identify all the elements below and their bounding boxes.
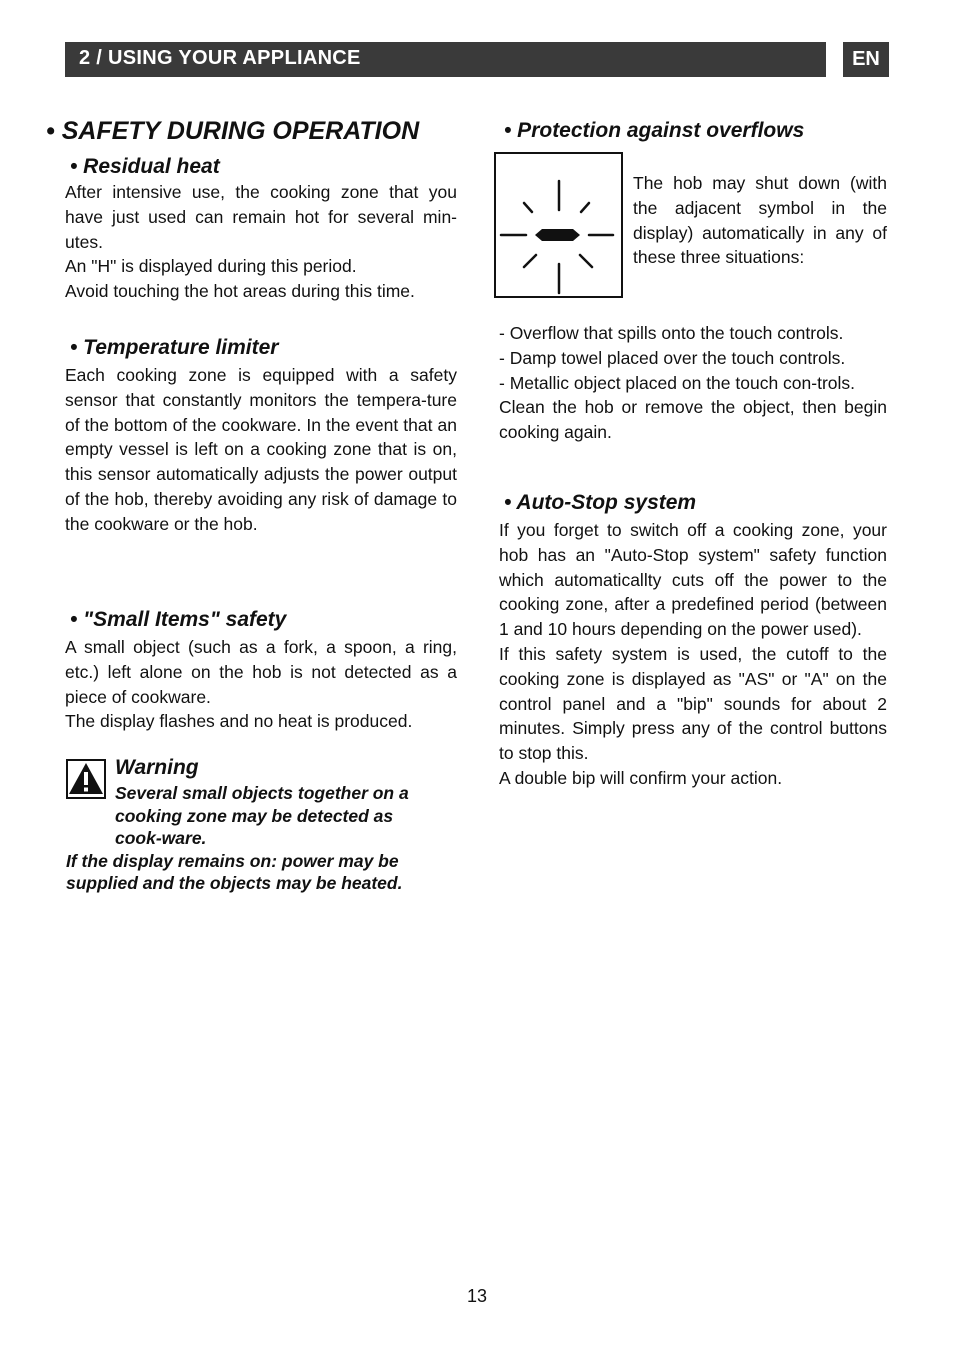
main-title: • SAFETY DURING OPERATION: [46, 117, 420, 145]
small-items-heading: • "Small Items" safety: [70, 608, 287, 631]
residual-heat-para-2: An "H" is displayed during this period.: [65, 256, 357, 277]
warning-title: Warning: [115, 756, 199, 779]
list-item: - Overflow that spills onto the touch controls.: [499, 323, 844, 343]
warning-text: [66, 782, 436, 895]
overflow-symbol-box: [494, 152, 623, 298]
overflow-symbol-icon: [496, 154, 621, 296]
auto-stop-para-1: If you forget to switch off a cooking zone, your hob has an "Auto-Stop system" safety function which automaticallty cuts off the power to the cooking zone, after a predefined period (between 1 and 10 hours depending on the power used).: [499, 520, 887, 640]
temperature-limiter-text: Each cooking zone is equipped with a safety sensor that constantly monitors the tempera-ture of the bottom of the cookware. In the event that an empty vessel is left on a cooking zone that is on, this sensor automatically adjusts the power output of the hob, thereby avoiding any risk of damage to the cookware or the hob.: [65, 365, 457, 534]
small-items-text: [65, 635, 457, 734]
overflow-outro: Clean the hob or remove the object, then begin cooking again.: [499, 397, 887, 443]
overflow-situations-list: [499, 321, 887, 445]
auto-stop-text: [499, 518, 887, 791]
residual-heat-para-1: After intensive use, the cooking zone that you have just used can remain hot for several min-utes.: [65, 182, 457, 252]
auto-stop-heading: • Auto-Stop system: [504, 491, 697, 514]
small-items-para-2: The display flashes and no heat is produced.: [65, 711, 413, 732]
small-items-para-1: A small object (such as a fork, a spoon, a ring, etc.) left alone on the hob is not detected as a piece of cookware.: [65, 637, 457, 707]
residual-heat-heading: • Residual heat: [70, 155, 220, 178]
overflow-intro: The hob may shut down (with the adjacent symbol in the display) automatically in any of these three situations:: [633, 173, 887, 268]
list-item: - Damp towel placed over the touch controls.: [499, 347, 846, 368]
section-header-bar: [65, 42, 826, 77]
list-item: - Metallic object placed on the touch con-trols.: [499, 372, 856, 393]
auto-stop-para-3: A double bip will confirm your action.: [499, 767, 783, 788]
overflow-heading: • Protection against overflows: [504, 119, 805, 142]
auto-stop-para-2: If this safety system is used, the cutoff to the cooking zone is displayed as "AS" or "A" on the control panel and a "bip" sounds for about 2 minutes. Simply press any of the control buttons to stop this.: [499, 643, 887, 764]
language-badge: EN: [843, 42, 889, 77]
residual-heat-text: [65, 180, 457, 304]
warning-line-1: Several small objects together on a cooking zone may be detected as cook-ware.: [115, 783, 409, 848]
temperature-limiter-heading: • Temperature limiter: [70, 336, 279, 359]
warning-line-2: If the display remains on: power may be supplied and the objects may be heated.: [66, 850, 403, 893]
page-number: 13: [466, 1286, 488, 1306]
residual-heat-para-3: Avoid touching the hot areas during this time.: [65, 281, 415, 302]
section-title: 2 / USING YOUR APPLIANCE: [79, 47, 361, 69]
